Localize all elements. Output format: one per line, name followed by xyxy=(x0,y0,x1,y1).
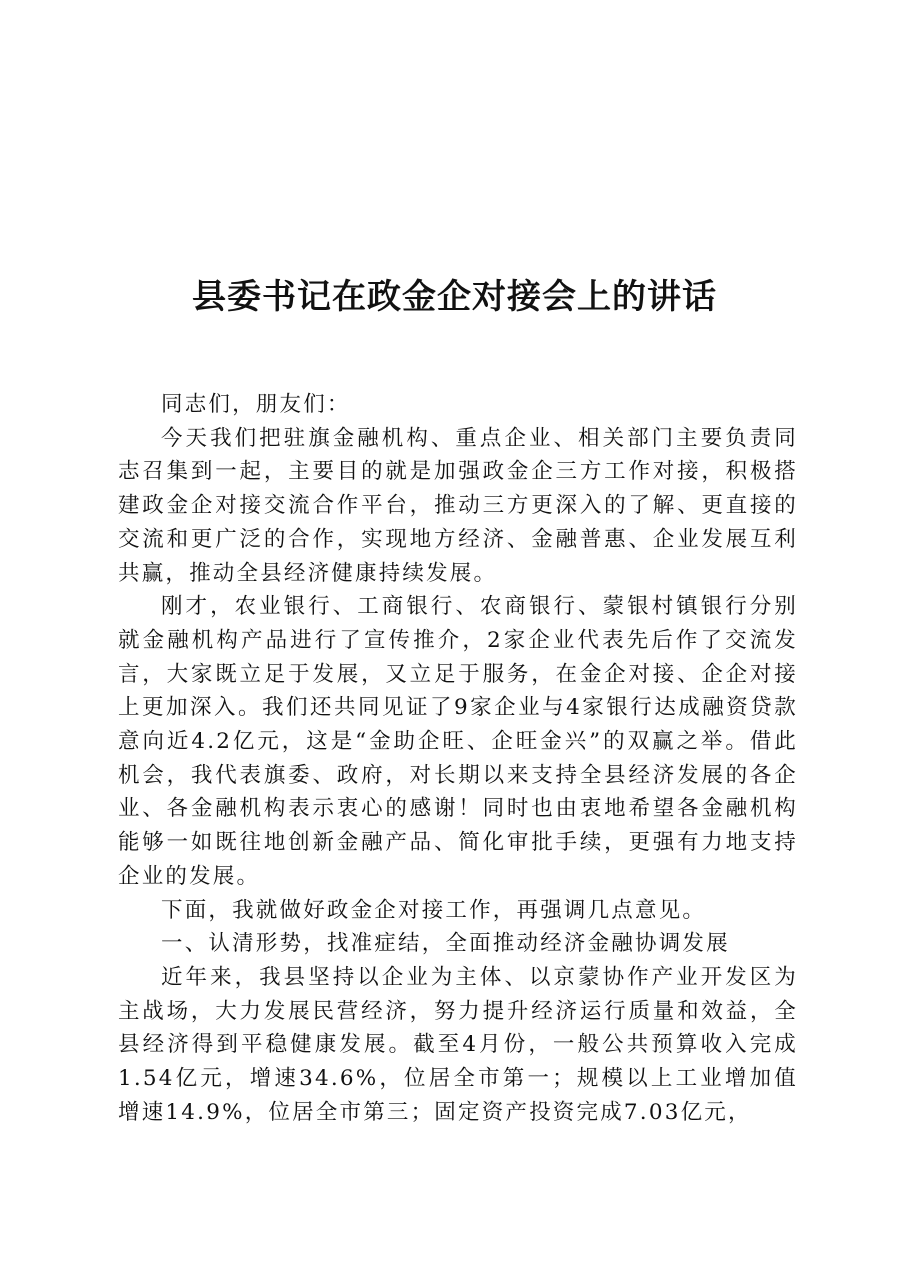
paragraph-review: 刚才，农业银行、工商银行、农商银行、蒙银村镇银行分别就金融机构产品进行了宣传推介，2家企业代表先后作了交流发言，大家既立足于发展，又立足于服务，在金企对接、企企对接上更加深入。我们还共同见证了9家企业与4家银行达成融资贷款意向近4.2亿元，这是“金助企旺、企旺金兴”的双赢之举。借此机会，我代表旗委、政府，对长期以来支持全县经济发展的各企业、各金融机构表示衷心的感谢！同时也由衷地希望各金融机构能够一如既往地创新金融产品、简化审批手续，更强有力地支持企业的发展。 xyxy=(118,594,798,889)
document-title: 县委书记在政金企对接会上的讲话 xyxy=(192,277,717,317)
section-heading-1: 一、认清形势，找准症结，全面推动经济金融协调发展 xyxy=(161,931,730,957)
document-body xyxy=(118,388,798,1129)
paragraph-transition: 下面，我就做好政金企对接工作，再强调几点意见。 xyxy=(161,897,707,923)
paragraph-greeting: 同志们，朋友们： xyxy=(161,392,351,417)
paragraph-purpose: 今天我们把驻旗金融机构、重点企业、相关部门主要负责同志召集到一起，主要目的就是加强政金企三方工作对接，积极搭建政金企对接交流合作平台，推动三方更深入的了解、更直接的交流和更广泛的合作，实现地方经济、金融普惠、企业发展互利共赢，推动全县经济健康持续发展。 xyxy=(118,425,798,586)
paragraph-economy: 近年来，我县坚持以企业为主体、以京蒙协作产业开发区为主战场，大力发展民营经济，努力提升经济运行质量和效益，全县经济得到平稳健康发展。截至4月份，一般公共预算收入完成1.54亿元，增速34.6%，位居全市第一；规模以上工业增加值增速14.9%，位居全市第三；固定资产投资完成7.03亿元， xyxy=(118,964,798,1125)
